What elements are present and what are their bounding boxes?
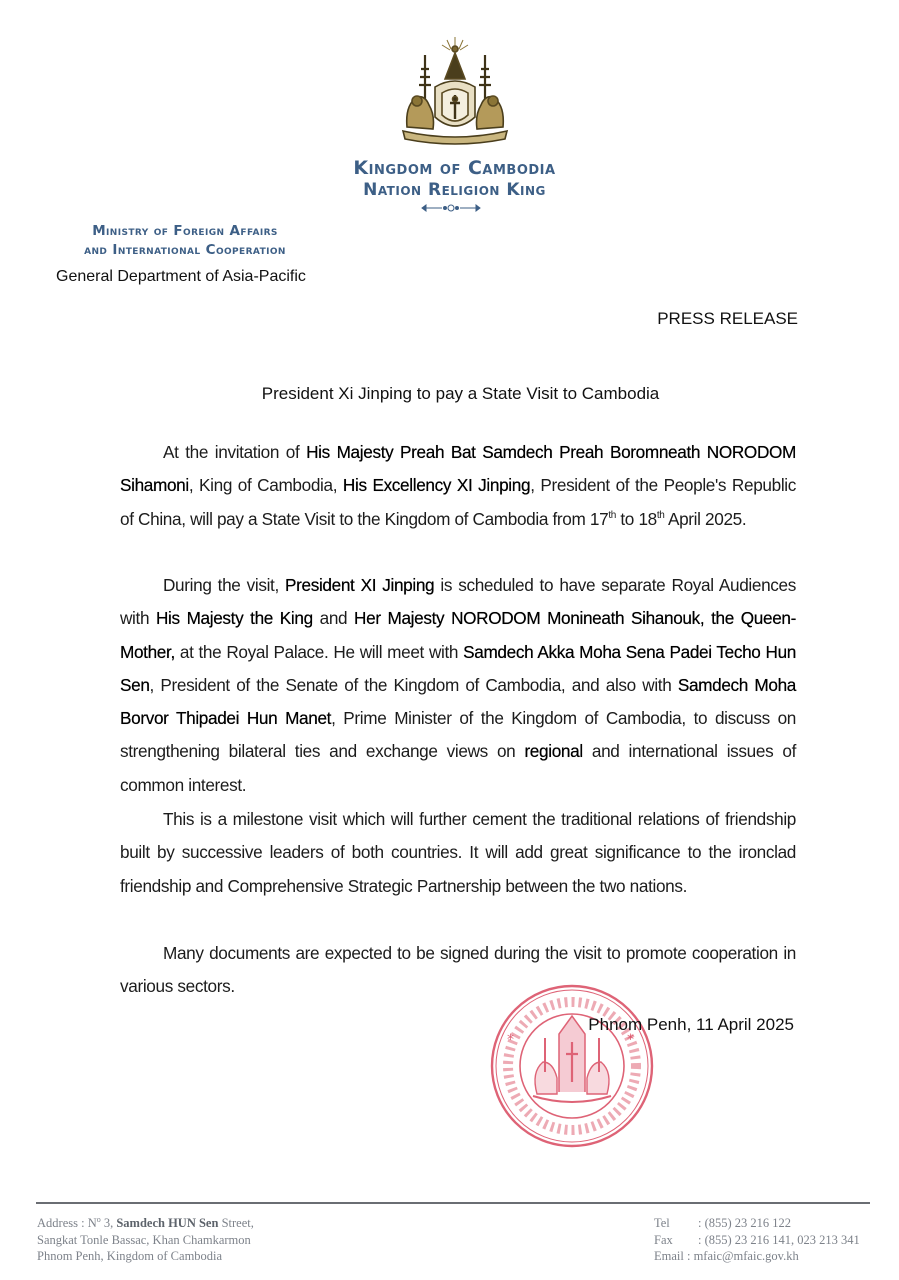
text-run: Many documents are expected to be signed during the visit to promote cooperation in various sectors. [120, 943, 796, 997]
emphasis-run: regional [524, 741, 583, 762]
fax-value: : (855) 23 216 141, 023 213 341 [698, 1232, 860, 1247]
ordinal-suffix: th [608, 509, 616, 521]
department-name: General Department of Asia-Pacific [56, 268, 306, 285]
text-run: April 2025. [664, 508, 747, 529]
kingdom-of-cambodia-text: Kingdom of Cambodia [353, 157, 556, 179]
ministry-line-2: and International Cooperation [84, 242, 286, 258]
document-type-label: PRESS RELEASE [657, 309, 798, 328]
paragraph-visit-schedule [120, 569, 796, 802]
text-run: At the invitation of [163, 442, 307, 462]
ministry-line-1: Ministry of Foreign Affairs [92, 223, 278, 239]
address-label: Address : N [37, 1216, 97, 1230]
text-run: to 18 [615, 508, 657, 529]
place-and-date: Phnom Penh, 11 April 2025 [588, 1015, 794, 1034]
emphasis-run: Samdech Moha Borvor Thipadei Hun Manet [120, 674, 796, 729]
decorative-ornament-icon [420, 202, 482, 214]
address-line-1 [37, 1215, 254, 1232]
paragraph-milestone [120, 803, 796, 903]
emphasis-run: Her Majesty NORODOM Monineath Sihanouk, the Queen-Mother, [120, 608, 796, 662]
emphasis-run: His Majesty Preah Bat Samdech Preah Boromneath NORODOM Sihamoni [120, 442, 796, 496]
paragraph-documents [120, 937, 796, 1004]
svg-text:*: * [507, 1032, 514, 1048]
address-street-suffix: Street, [218, 1216, 254, 1230]
press-release-title: President Xi Jinping to pay a State Visit to Cambodia [261, 384, 660, 403]
royal-coat-of-arms-emblem [395, 35, 515, 147]
tel-value: : (855) 23 216 122 [698, 1216, 792, 1230]
email-label: Email [654, 1249, 684, 1263]
address-line-3: Phnom Penh, Kingdom of Cambodia [37, 1249, 223, 1263]
address-street-name: Samdech HUN Sen [116, 1216, 219, 1230]
text-run: and international issues of common interest. [120, 741, 797, 795]
ordinal-suffix: th [656, 509, 665, 521]
contact-tel [654, 1215, 860, 1232]
text-run: at the Royal Palace. He will meet with [174, 641, 464, 662]
footer-address [37, 1215, 254, 1265]
official-seal-stamp [487, 982, 657, 1150]
text-run: , President of the People's Republic of China, will pay a State Visit to the Kingdom of Cambodia from 17 [120, 475, 797, 529]
emphasis-run: President XI Jinping [285, 575, 435, 595]
nation-religion-king-text: Nation Religion King [363, 180, 546, 200]
number-sign-suffix: o [96, 1215, 101, 1224]
tel-label: Tel [654, 1216, 670, 1230]
emphasis-run: His Excellency XI Jinping [342, 475, 531, 496]
text-run: and [312, 608, 355, 629]
fax-label: Fax [654, 1232, 673, 1247]
emphasis-run: Samdech Akka Moha Sena Padei Techo Hun Sen [120, 641, 796, 695]
address-number: 3, [100, 1216, 117, 1230]
text-run: , President of the Senate of the Kingdom of Cambodia, and also with [149, 674, 678, 695]
footer-contact [654, 1215, 860, 1265]
footer-divider [36, 1202, 870, 1204]
text-run: is scheduled to have separate Royal Audiences with [120, 575, 796, 629]
text-run: This is a milestone visit which will further cement the traditional relations of friendship built by successive leaders of both countries. It will add great significance to the ironclad friendship and Comprehensive Strategic Partnership between the two nations. [120, 809, 796, 896]
contact-fax [654, 1232, 860, 1249]
contact-email [654, 1248, 860, 1265]
emphasis-run: His Majesty the King [155, 608, 313, 629]
svg-text:*: * [627, 1032, 634, 1048]
text-run: During the visit, [163, 575, 286, 595]
ministry-name [40, 222, 330, 260]
text-run: , King of Cambodia, [188, 475, 343, 496]
text-run: , Prime Minister of the Kingdom of Cambodia, to discuss on strengthening bilateral ties and exchange views on [120, 708, 796, 762]
email-value[interactable]: : mfaic@mfaic.gov.kh [683, 1249, 799, 1263]
kingdom-heading [0, 157, 899, 200]
paragraph-invitation [120, 436, 796, 536]
address-line-2: Sangkat Tonle Bassac, Khan Chamkarmon [37, 1232, 251, 1247]
